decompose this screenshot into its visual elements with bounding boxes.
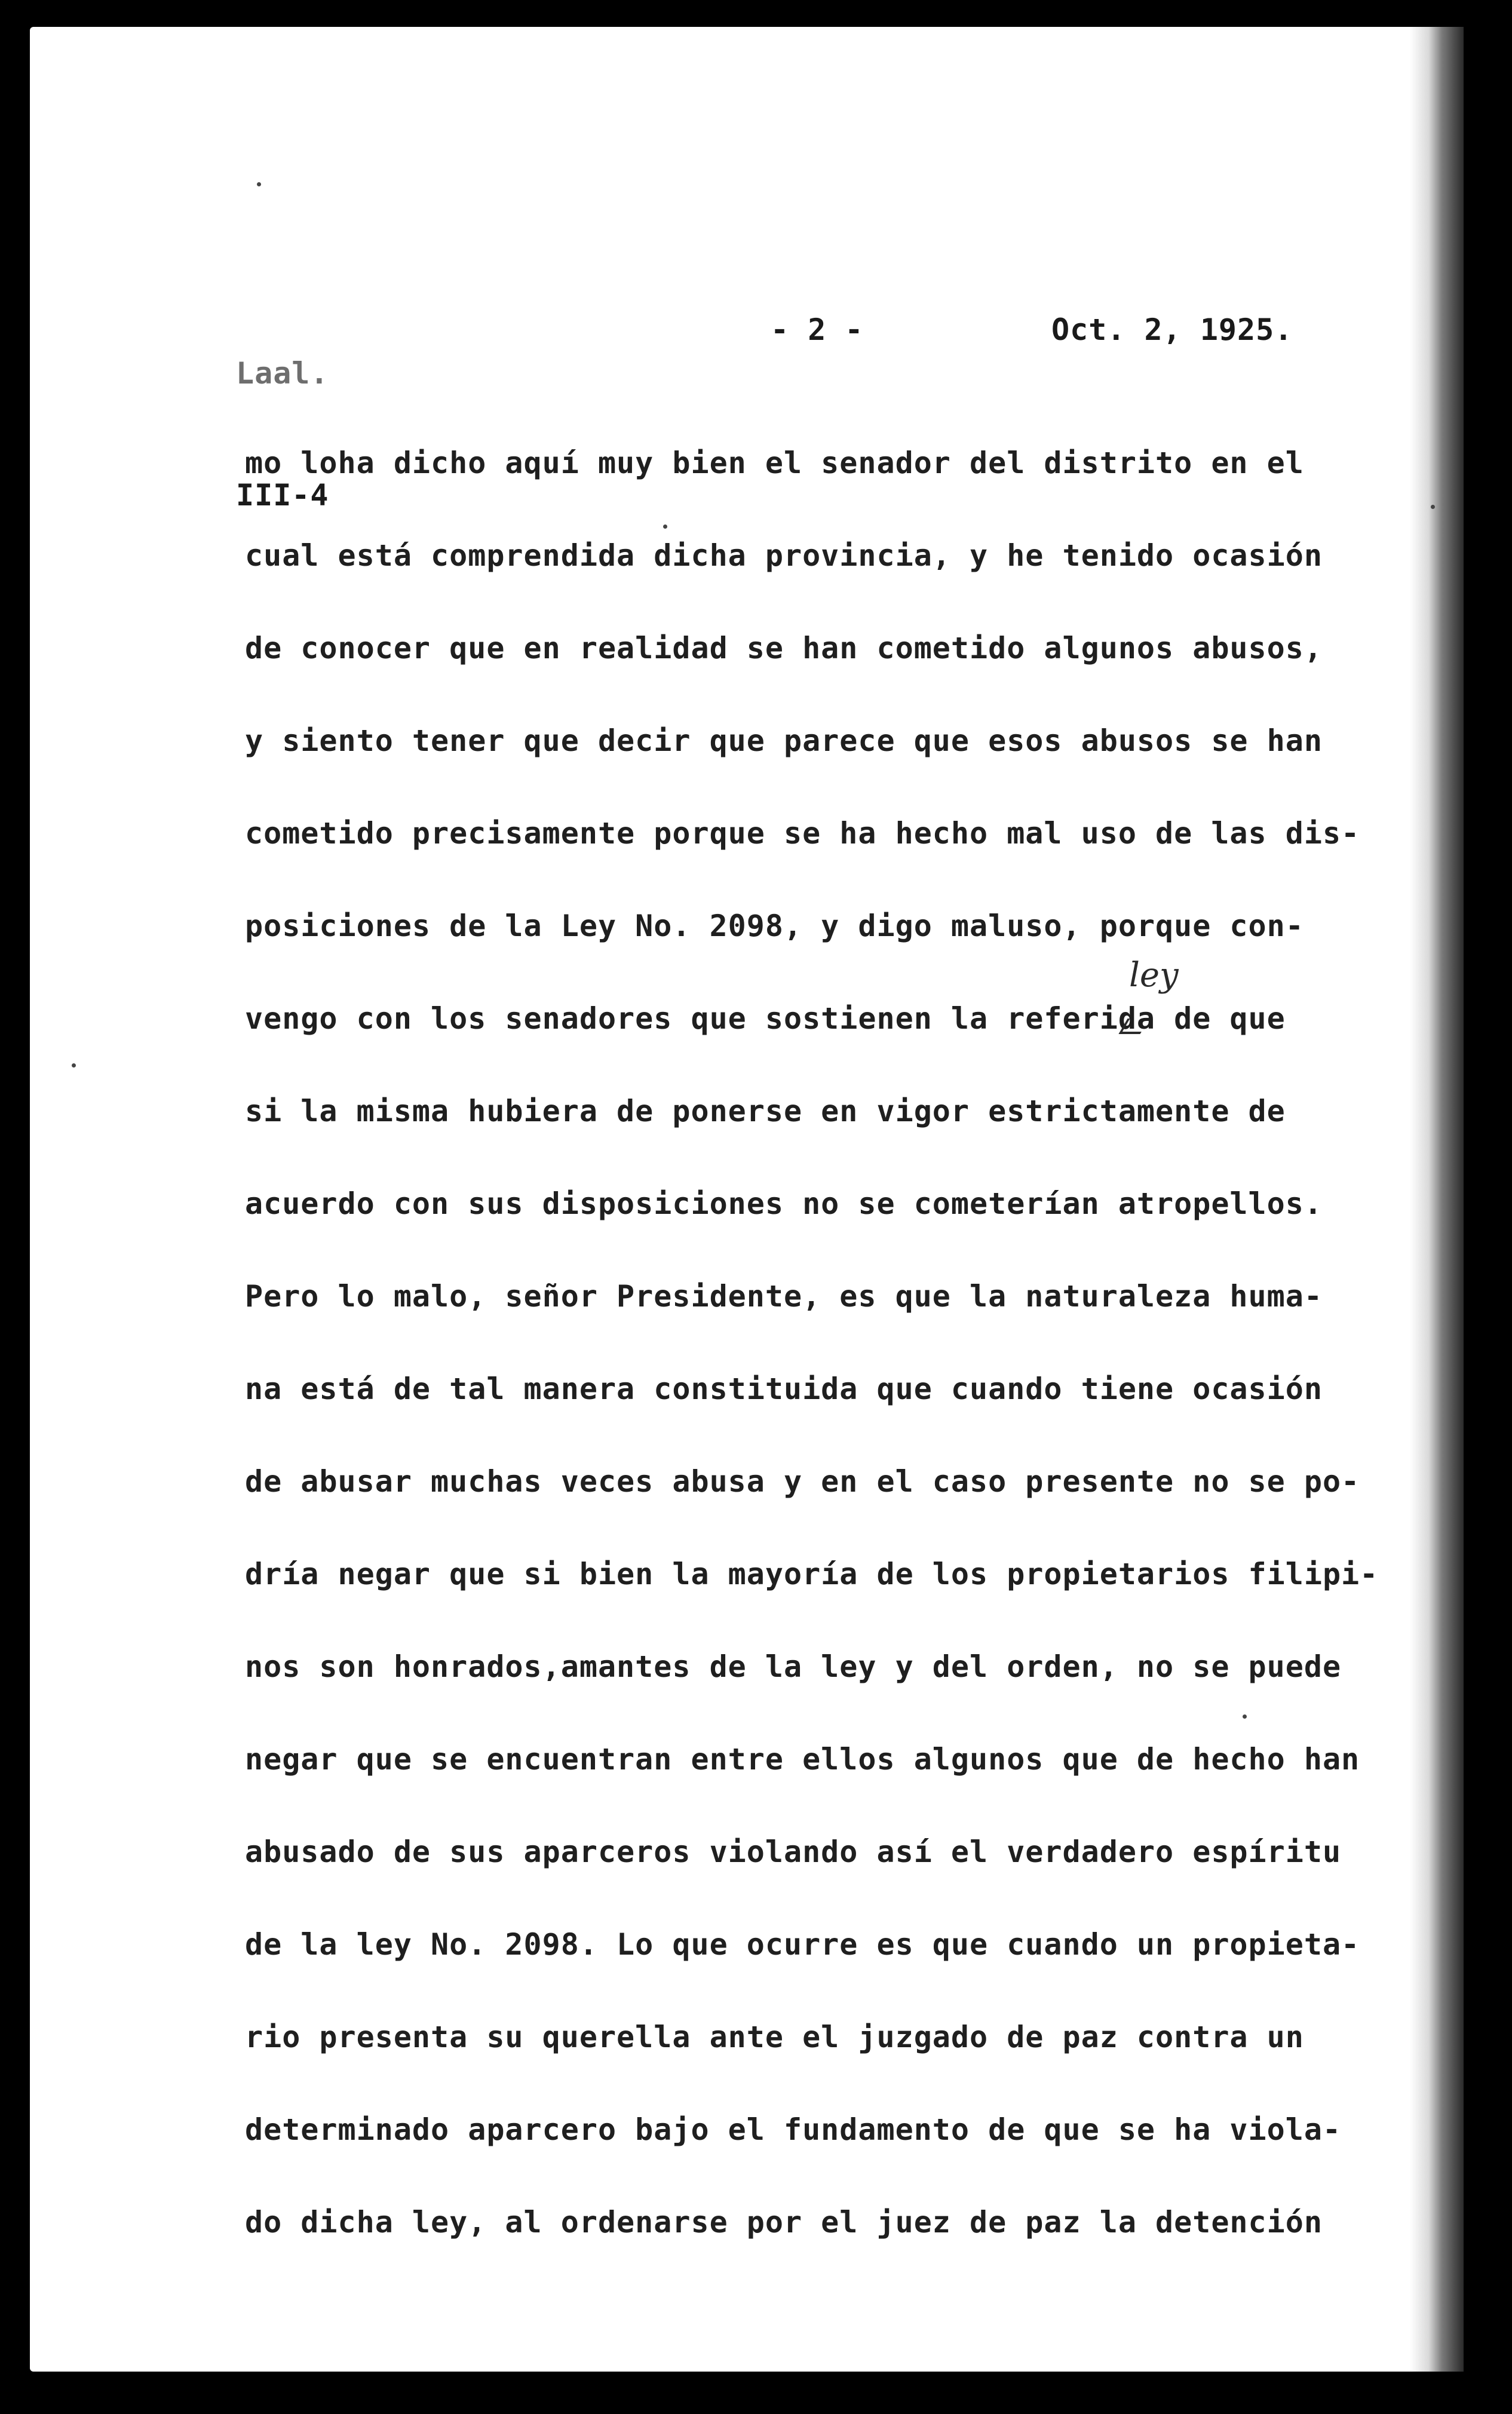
text-line: acuerdo con sus disposiciones no se cometerían atropellos. bbox=[245, 1186, 1323, 1221]
text-line: de la ley No. 2098. Lo que ocurre es que cuando un propieta- bbox=[245, 1927, 1360, 1962]
document-date: Oct. 2, 1925. bbox=[1051, 312, 1293, 347]
page-number: - 2 - bbox=[771, 312, 864, 347]
text-line: na está de tal manera constituida que cuando tiene ocasión bbox=[245, 1372, 1323, 1406]
text-line: cual está comprendida dicha provincia, y he tenido ocasión bbox=[245, 538, 1323, 573]
text-line: rio presenta su querella ante el juzgado de paz contra un bbox=[245, 2020, 1304, 2054]
text-line: cometido precisamente porque se ha hecho mal uso de las dis- bbox=[245, 816, 1360, 851]
text-line: determinado aparcero bajo el fundamento de que se ha viola- bbox=[245, 2112, 1342, 2147]
text-line: vengo con los senadores que sostienen la referida de que bbox=[245, 1001, 1286, 1036]
text-line: de abusar muchas veces abusa y en el caso presente no se po- bbox=[245, 1464, 1360, 1499]
text-line: negar que se encuentran entre ellos algunos que de hecho han bbox=[245, 1742, 1360, 1777]
text-line: y siento tener que decir que parece que esos abusos se han bbox=[245, 723, 1323, 758]
text-line: dría negar que si bien la mayoría de los propietarios filipi- bbox=[245, 1557, 1379, 1591]
text-line: abusado de sus aparceros violando así el verdadero espíritu bbox=[245, 1835, 1342, 1869]
text-line: nos son honrados,amantes de la ley y del orden, no se puede bbox=[245, 1649, 1342, 1684]
page-edge-shadow bbox=[1410, 27, 1464, 2372]
paper-speck bbox=[1431, 505, 1435, 509]
text-line: si la misma hubiera de ponerse en vigor estrictamente de bbox=[245, 1094, 1286, 1128]
text-line: Pero lo malo, señor Presidente, es que la naturaleza huma- bbox=[245, 1279, 1323, 1314]
reference-line-1: Laal. bbox=[236, 356, 329, 391]
text-line: mo loha dicho aquí muy bien el senador del distrito en el bbox=[245, 446, 1304, 480]
text-line: do dicha ley, al ordenarse por el juez de paz la detención bbox=[245, 2205, 1323, 2240]
handwritten-insertion: ley bbox=[1129, 956, 1179, 995]
paper-speck bbox=[257, 182, 261, 186]
paper-speck bbox=[663, 524, 667, 529]
reference-line-2: III-4 bbox=[236, 478, 329, 513]
text-line: de conocer que en realidad se han cometido algunos abusos, bbox=[245, 631, 1323, 665]
body-text bbox=[245, 439, 1380, 2291]
paper-speck bbox=[72, 1063, 76, 1068]
text-line: posiciones de la Ley No. 2098, y digo maluso, porque con- bbox=[245, 909, 1304, 943]
paper-speck bbox=[1243, 1714, 1247, 1719]
